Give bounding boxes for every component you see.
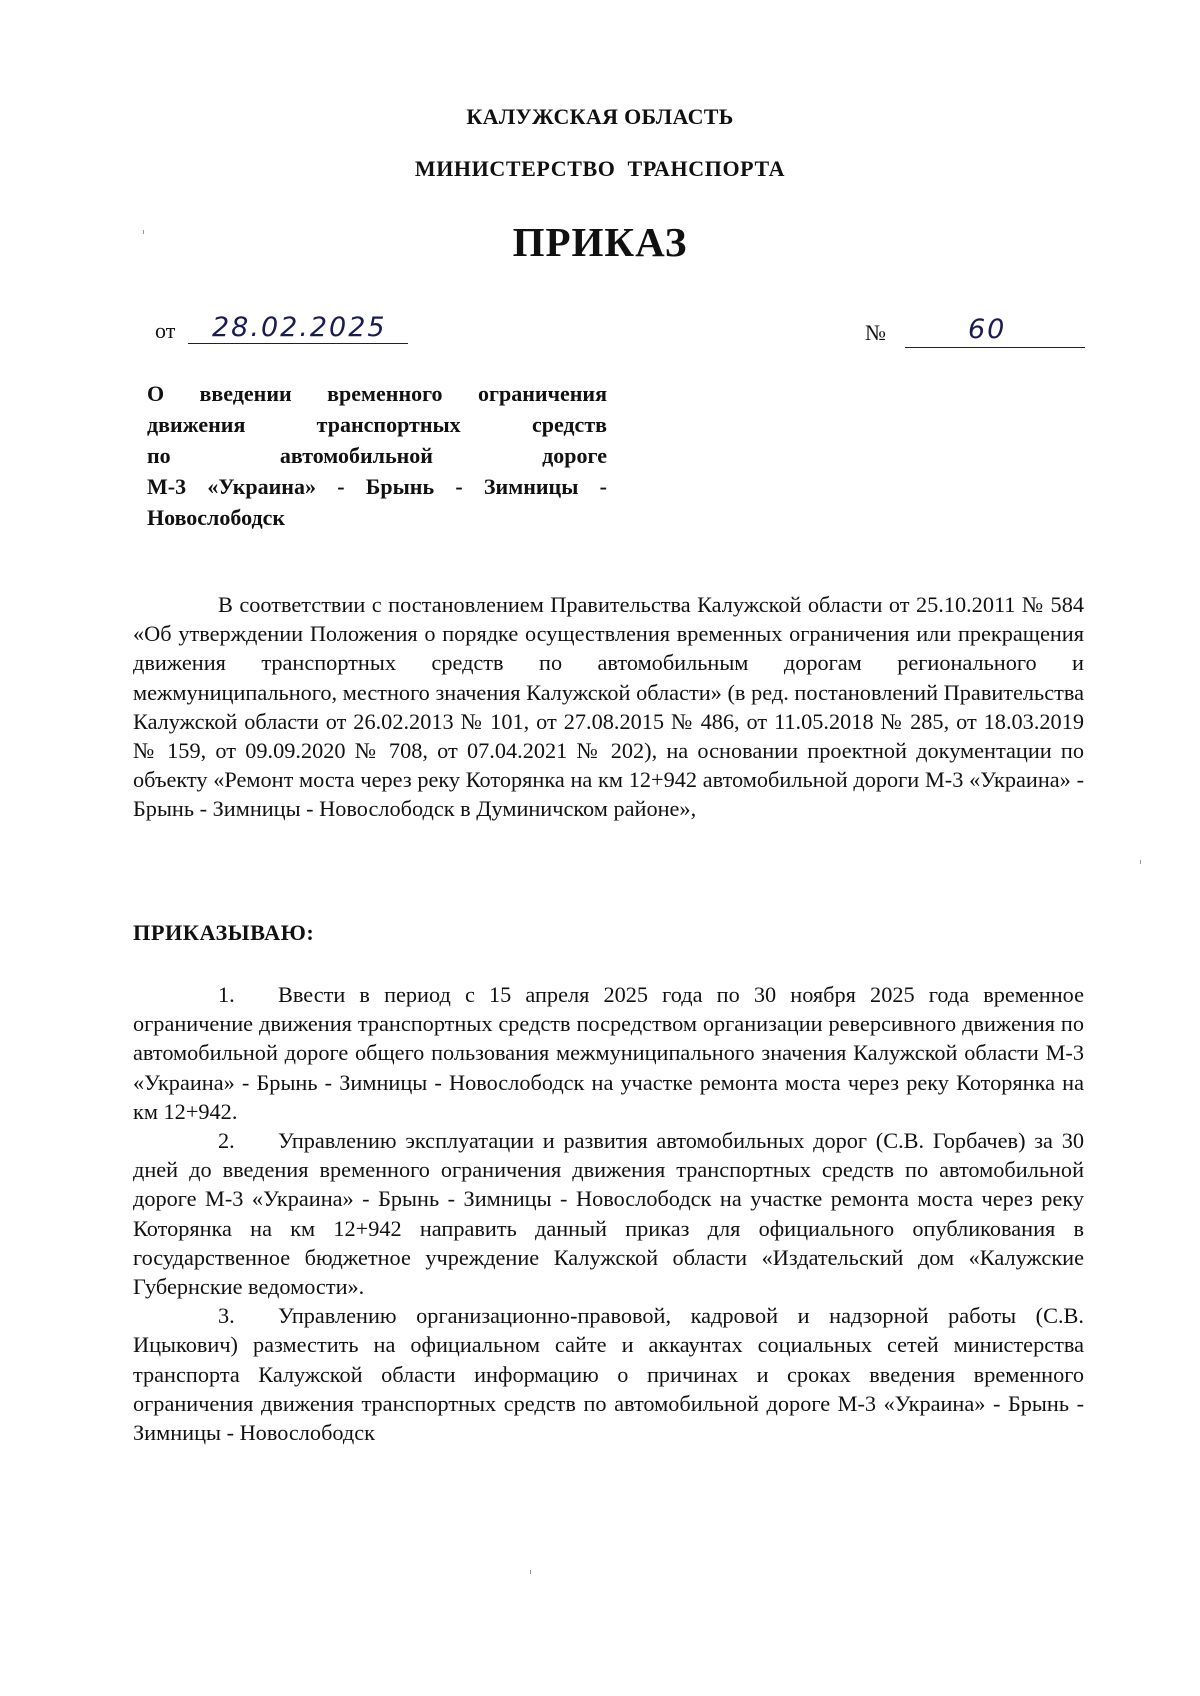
number-underline [905, 347, 1085, 348]
item-text: Ввести в период с 15 апреля 2025 года по 30 ноября 2025 года временное ограничение движения транспортных средств посредством организации реверсивного движения по автомобильной дороге общего пользования межмуниципального значения Калужской области М-3 «Украина» - Брынь - Зимницы - Новослободск на участке ремонта моста через реку Которянка на км 12+942. [133, 982, 1084, 1124]
ministry-heading: МИНИСТЕРСТВО ТРАНСПОРТА [414, 156, 786, 181]
subject-line: Новослободск [147, 505, 286, 530]
scan-speck [530, 1570, 531, 1574]
item-text: Управлению организационно-правовой, кадровой и надзорной работы (С.В. Ицыкович) разместить на официальном сайте и аккаунтах социальных сетей министерства транспорта Калужской области информацию о причинах и сроках введения временного ограничения движения транспортных средств по автомобильной дороге М-3 «Украина» - Брынь - Зимницы - Новослободск [133, 1303, 1084, 1446]
order-subject [147, 378, 607, 533]
preamble-paragraph: В соответствии с постановлением Правительства Калужской области от 25.10.2011 № 584 «Об утверждении Положения о порядке осуществления временных ограничения или прекращения движения транспортных средств по автомобильным дорогам регионального и межмуниципального, местного значения Калужской области» (в ред. постановлений Правительства Калужской области от 26.02.2013 № 101, от 27.08.2015 № 486, от 11.05.2018 № 285, от 18.03.2019 № 159, от 09.09.2020 № 708, от 07.04.2021 № 202), на основании проектной документации по объекту «Ремонт моста через реку Которянка на км 12+942 автомобильной дороги М-3 «Украина» - Брынь - Зимницы - Новослободск в Думиничском районе», [133, 592, 1084, 822]
subject-line: по автомобильной дороге [147, 443, 607, 468]
number-value: 60 [968, 314, 1007, 345]
number-label: № [865, 320, 886, 345]
order-word: ПРИКАЗЫВАЮ: [133, 920, 315, 945]
subject-line: движения транспортных средств [147, 412, 607, 437]
subject-line: М-3 «Украина» - Брынь - Зимницы - [147, 474, 607, 499]
date-value: 28.02.2025 [212, 312, 387, 343]
order-item [133, 1126, 1084, 1301]
document-type-title: ПРИКАЗ [512, 219, 688, 265]
scan-speck [1140, 860, 1141, 864]
region-heading: КАЛУЖСКАЯ ОБЛАСТЬ [466, 104, 734, 129]
date-underline [188, 343, 408, 344]
item-text: Управлению эксплуатации и развития автомобильных дорог (С.В. Горбачев) за 30 дней до введения временного ограничения движения транспортных средств по автомобильной дороге М-3 «Украина» - Брынь - Зимницы - Новослободск на участке ремонта моста через реку Которянка на км 12+942 направить данный приказ для официального опубликования в государственное бюджетное учреждение Калужской области «Издательский дом «Калужские Губернские ведомости». [133, 1128, 1084, 1300]
order-item [133, 1301, 1084, 1447]
subject-line: О введении временного ограничения [147, 381, 607, 406]
scan-speck [143, 230, 144, 234]
order-item [133, 980, 1084, 1126]
item-number: 2. [218, 1128, 235, 1154]
item-number: 3. [218, 1303, 235, 1329]
order-items [133, 980, 1084, 1447]
date-label: от [155, 318, 176, 343]
item-number: 1. [218, 982, 235, 1007]
